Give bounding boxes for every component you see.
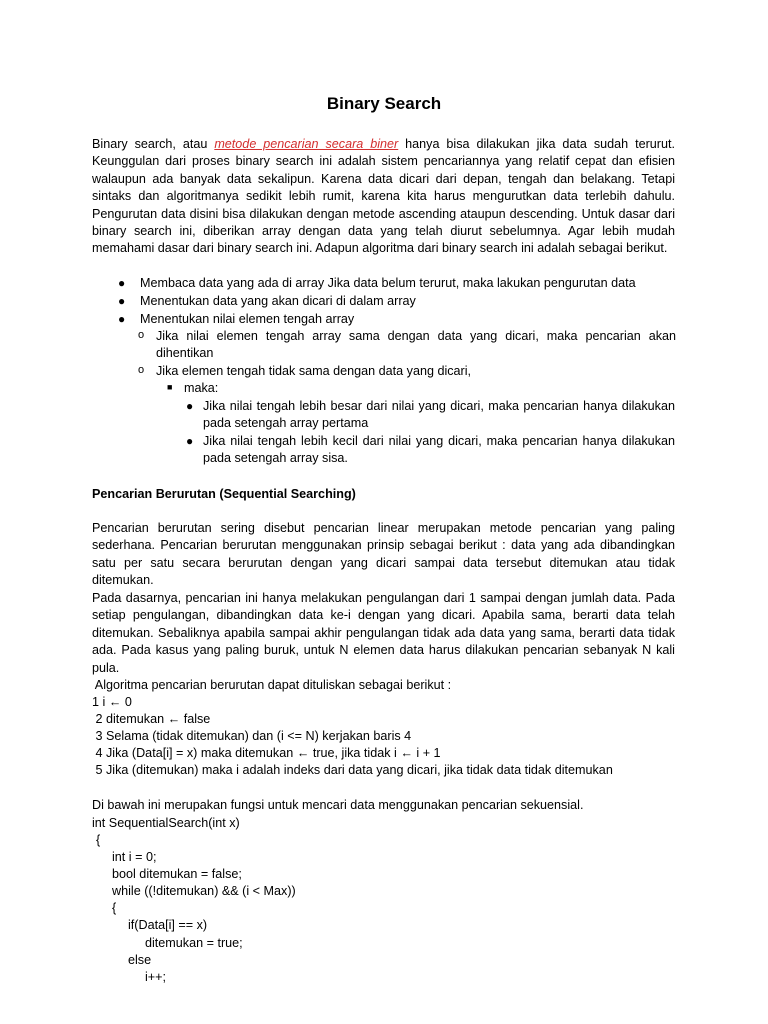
algorithm-step: 3 Selama (tidak ditemukan) dan (i <= N) kerjakan baris 4 (92, 729, 412, 743)
code-line: while ((!ditemukan) && (i < Max)) (112, 884, 296, 898)
code-line: ditemukan = true; (145, 936, 243, 950)
algorithm-step: 5 Jika (ditemukan) maka i adalah indeks dari data yang dicari, jika tidak data tidak ditemukan (92, 763, 613, 777)
bullet-text: Membaca data yang ada di array Jika data belum terurut, maka lakukan pengurutan data (140, 276, 636, 290)
algorithm-intro: Algoritma pencarian berurutan dapat dituliskan sebagai berikut : (92, 678, 452, 692)
bullet-dot-icon: ● (118, 276, 126, 290)
square-bullet-icon: ■ (167, 382, 173, 392)
code-line: int SequentialSearch(int x) (92, 816, 240, 830)
code-line: if(Data[i] == x) (128, 918, 208, 932)
function-intro: Di bawah ini merupakan fungsi untuk mencari data menggunakan pencarian sekuensial. (92, 798, 584, 812)
bullet-dot-icon: ● (118, 294, 126, 308)
intro-suffix: hanya bisa dilakukan jika data sudah terurut. Keunggulan dari proses binary search ini adalah sistem pencariannya yang relatif cepat dan efisien walaupun ada banyak data sekalipun. Karena data dicari dari depan, tengah dan belakang. Tetapi sintaks dan algoritmanya sedikit lebih rumit, karena kita harus mengurutkan data terlebih dahulu. Pengurutan data disini bisa dilakukan dengan metode ascending ataupun descending. Untuk dasar dari binary search ini, diberikan array dengan data yang telah diurut sebelumnya. Agar lebih mudah memahami dasar dari binary search ini. Adapun algoritma dari binary search ini adalah sebagai berikut. (92, 137, 675, 256)
page-title: Binary Search (326, 94, 442, 113)
deep-bullet-text: Jika nilai tengah lebih kecil dari nilai yang dicari, maka pencarian hanya dilakukan pada setengah array sisa. (203, 434, 675, 466)
circle-bullet-icon: o (138, 329, 145, 341)
algorithm-step: 2 ditemukan ← false (92, 712, 211, 726)
bullet-dot-icon: ● (186, 399, 194, 413)
deep-bullet-text: Jika nilai tengah lebih besar dari nilai yang dicari, maka pencarian hanya dilakukan pada setengah array pertama (203, 399, 675, 431)
algorithm-step: 4 Jika (Data[i] = x) maka ditemukan ← true, jika tidak i ← i + 1 (92, 746, 441, 760)
bullet-dot-icon: ● (118, 312, 126, 326)
bullet-dot-icon: ● (186, 434, 194, 448)
bullet-text: Menentukan nilai elemen tengah array (140, 312, 355, 326)
sequential-paragraph-2: Pada dasarnya, pencarian ini hanya melakukan pengulangan dari 1 sampai dengan jumlah data. Pada setiap pengulangan, dibandingkan data ke-i dengan yang dicari. Apabila sama, berarti data telah ditemukan. Sebaliknya apabila sampai akhir pengulangan tidak ada data yang sama, berarti data tidak ada. Pada kasus yang paling buruk, untuk N elemen data harus dilakukan pencarian sebanyak N kali pula. (92, 591, 675, 675)
code-line: i++; (145, 970, 167, 984)
code-line: else (128, 953, 152, 967)
sub-sub-bullet-text: maka: (184, 381, 219, 395)
binary-search-link[interactable]: metode pencarian secara biner (214, 137, 399, 151)
bullet-text: Menentukan data yang akan dicari di dalam array (140, 294, 416, 308)
code-line: int i = 0; (112, 850, 157, 864)
code-line: { (112, 901, 117, 915)
intro-prefix: Binary search, atau (92, 137, 215, 151)
code-line: bool ditemukan = false; (112, 867, 242, 881)
sequential-paragraph-1: Pencarian berurutan sering disebut pencarian linear merupakan metode pencarian yang paling sederhana. Pencarian berurutan menggunakan prinsip sebagai berikut : data yang ada dibandingkan satu per satu secara berurutan dengan yang dicari sampai data tersebut ditemukan atau tidak ditemukan. (92, 521, 675, 588)
intro-paragraph (92, 136, 675, 258)
section-heading: Pencarian Berurutan (Sequential Searching) (92, 487, 356, 501)
algorithm-step: 1 i ← 0 (92, 695, 132, 709)
code-line: { (96, 833, 101, 847)
sub-bullet-text: Jika elemen tengah tidak sama dengan data yang dicari, (156, 364, 472, 378)
sub-bullet-text: Jika nilai elemen tengah array sama dengan data yang dicari, maka pencarian akan dihentikan (156, 329, 676, 361)
circle-bullet-icon: o (138, 364, 145, 376)
